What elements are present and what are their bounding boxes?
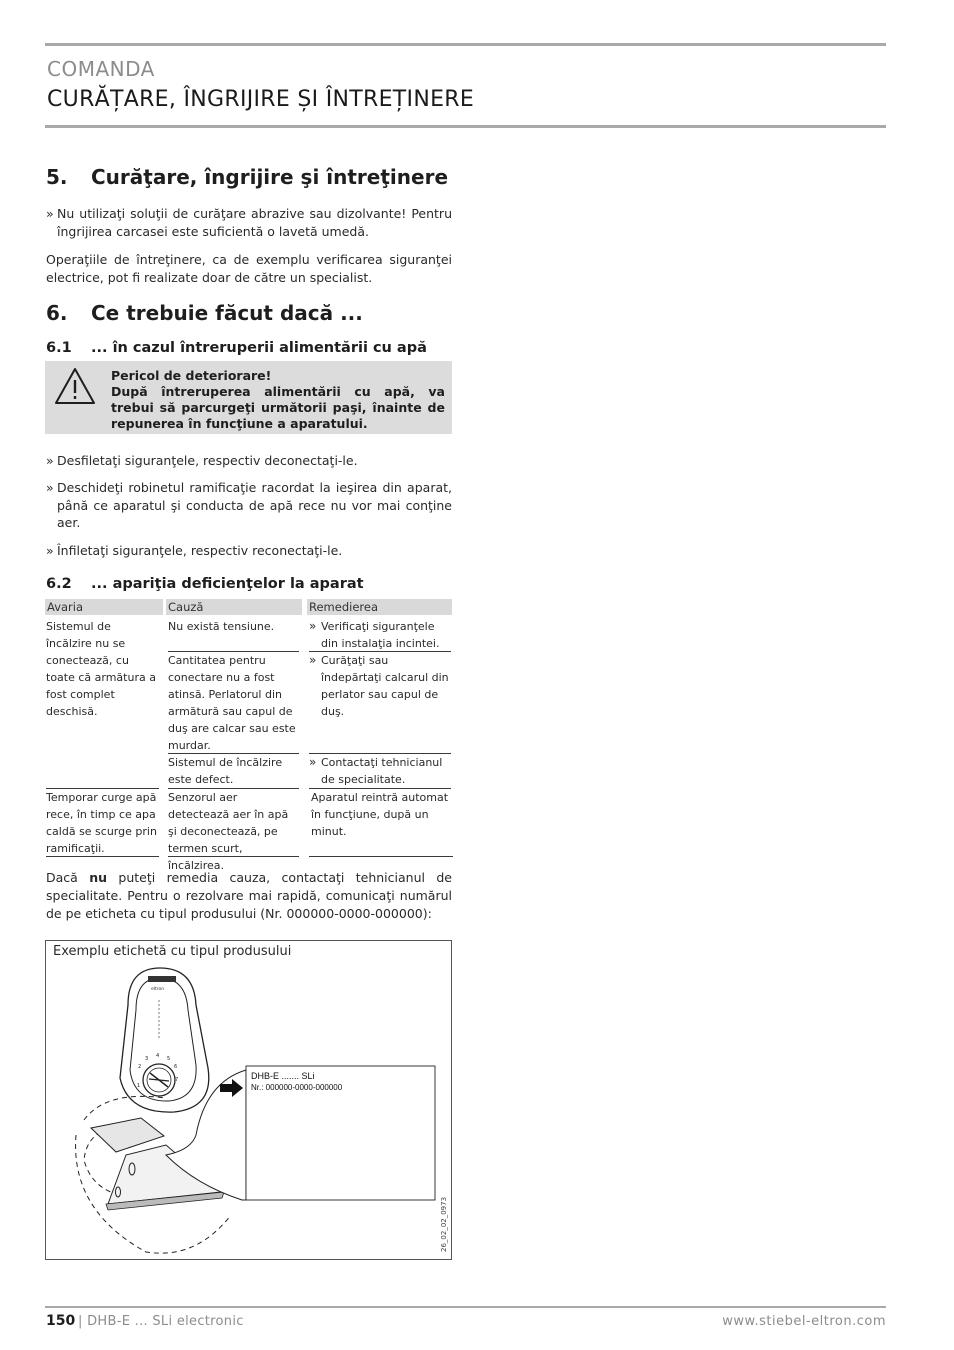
remedy-text: Contactaţi tehnicianul de specialitate. (321, 756, 443, 786)
bullet-mark: » (309, 619, 317, 633)
header-title: CURĂȚARE, ÎNGRIJIRE ȘI ÎNTREȚINERE (47, 87, 475, 112)
table-cell-cauza: Sistemul de încălzire este defect. (168, 754, 299, 789)
section-5-heading (46, 165, 448, 189)
table-cell-remedierea: Aparatul reintră automat în funcţiune, după un minut. (309, 789, 453, 857)
label-model: DHB-E ....... SLi (251, 1071, 315, 1081)
table-header-cauza: Cauză (166, 599, 302, 615)
warning-text: După întreruperea alimentării cu apă, va trebui să parcurgeţi următorii paşi, înainte de repunerea în funcţiune a aparatului. (111, 384, 445, 431)
table-cell-cauza: Nu există tensiune. (168, 618, 299, 652)
table-cell-cauza: Cantitatea pentru conectare nu a fost atinsă. Perlatorul din armătură sau capul de duş are calcar sau este murdar. (168, 652, 299, 754)
table-cell-avaria: Temporar curge apă rece, în timp ce apa caldă se scurge prin ramificaţii. (46, 789, 159, 857)
table-cell-remedierea (309, 754, 451, 789)
step-bullet-3 (46, 542, 452, 560)
section-6-1-title: ... în cazul întreruperii alimentării cu apă (91, 340, 427, 356)
step-bullet-1 (46, 452, 452, 470)
image-code: 26_02_02_0973 (440, 1196, 448, 1252)
bullet-mark: » (309, 755, 317, 769)
bullet-mark: » (46, 480, 54, 495)
table-header-avaria: Avaria (45, 599, 163, 615)
bullet-text: Nu utilizaţi soluţii de curăţare abrazive sau dizolvante! Pentru îngrijirea carcasei este suficientă o lavetă umedă. (57, 206, 452, 239)
bullet-mark: » (46, 453, 54, 468)
para-text-pre: Dacă (46, 870, 90, 885)
section-6-1-heading (46, 340, 427, 356)
warning-box (45, 361, 452, 434)
svg-text:eltron: eltron (151, 987, 165, 992)
warning-triangle-icon (54, 367, 96, 405)
section-6-2-heading (46, 576, 364, 592)
table-header-remedierea: Remedierea (307, 599, 452, 615)
section-5-paragraph: Operaţiile de întreţinere, ca de exemplu verificarea siguranţei electrice, pot fi realizate doar de către un specialist. (46, 252, 452, 285)
dial-number: 3 (145, 1056, 149, 1062)
section-6-title: Ce trebuie făcut dacă ... (91, 301, 363, 325)
dial-number: 5 (167, 1056, 171, 1062)
bullet-text: Deschideţi robinetul ramificaţie racordat la ieşirea din aparat, până ce aparatul şi conducta de apă rece nu vor mai conţine aer. (57, 480, 452, 530)
remedy-text: Verificaţi siguranţele din instalaţia incintei. (321, 620, 440, 650)
step-bullet-2 (46, 479, 452, 532)
table-cell-cauza: Senzorul aer detectează aer în apă şi deconectează, pe termen scurt, încălzirea. (168, 789, 299, 857)
header-bottom-rule (45, 125, 886, 128)
label-serial: Nr.: 000000-0000-000000 (251, 1083, 343, 1092)
header-top-rule (45, 43, 886, 46)
dial-number: 7 (175, 1077, 179, 1083)
section-5-bullet (46, 205, 452, 240)
section-5-title: Curăţare, îngrijire şi întreţinere (91, 165, 449, 189)
para-text-bold: nu (89, 870, 108, 885)
section-6-1-number: 6.1 (46, 340, 72, 356)
table-cell-avaria: Sistemul de încălzire nu se conectează, cu toate că armătura a fost complet deschisă. (46, 618, 159, 789)
dial-number: 2 (138, 1064, 142, 1070)
bullet-mark: » (309, 653, 317, 667)
warning-title: Pericol de deteriorare! (111, 368, 272, 383)
contact-paragraph (46, 869, 452, 923)
table-cell-remedierea (309, 652, 451, 754)
footer-rule (45, 1306, 886, 1308)
section-5-number: 5. (46, 165, 68, 189)
bullet-text: Înfiletaţi siguranţele, respectiv reconectaţi-le. (57, 543, 343, 558)
product-label-illustration (46, 960, 450, 1257)
section-6-heading (46, 301, 363, 325)
warning-content (111, 368, 445, 432)
remedy-text: Curăţaţi sau îndepărtaţi calcarul din perlator sau capul de duş. (321, 654, 449, 718)
bullet-text: Desfiletaţi siguranţele, respectiv deconectaţi-le. (57, 453, 358, 468)
footer-product: | DHB-E ... SLi electronic (78, 1314, 244, 1329)
para-text-post: puteţi remedia cauza, contactaţi tehnicianul de specialitate. Pentru o rezolvare mai rapidă, comunicaţi numărul de pe eticheta cu tipul produsului (Nr. 000000-0000-000000): (46, 870, 452, 921)
dial-number: 4 (156, 1053, 160, 1059)
page-number: 150 (46, 1313, 76, 1329)
bullet-mark: » (46, 543, 54, 558)
dial-number: 6 (174, 1064, 178, 1070)
figure-caption: Exemplu etichetă cu tipul produsului (53, 944, 292, 959)
section-6-2-title: ... apariţia deficienţelor la aparat (91, 576, 364, 592)
table-cell-remedierea (309, 618, 451, 652)
section-6-2-number: 6.2 (46, 576, 72, 592)
header-section: COMANDA (47, 57, 155, 81)
bullet-mark: » (46, 206, 54, 221)
footer-website-link[interactable]: www.stiebel-eltron.com (722, 1314, 886, 1329)
dial-number: 1 (137, 1083, 141, 1089)
section-6-number: 6. (46, 301, 68, 325)
